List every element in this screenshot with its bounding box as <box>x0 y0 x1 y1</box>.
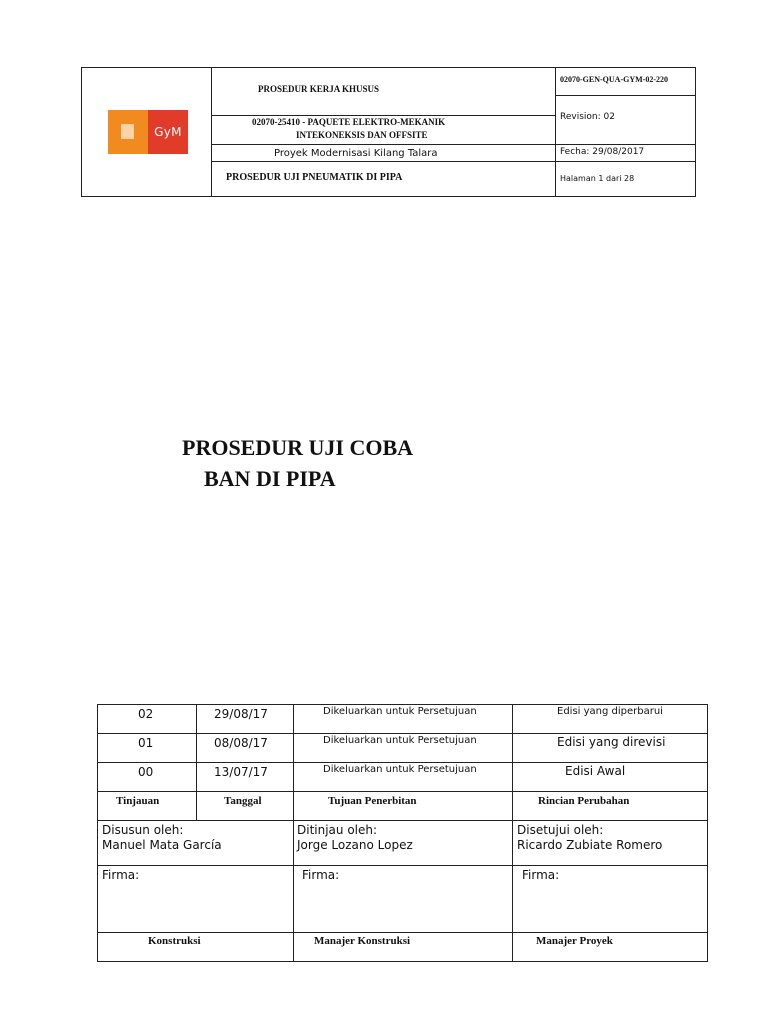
signature-label-2: Firma: <box>302 868 340 882</box>
rev-purpose: Dikeluarkan untuk Persetujuan <box>323 764 477 775</box>
rev-date: 29/08/17 <box>214 707 268 721</box>
revision: Revision: 02 <box>560 112 615 122</box>
header-purpose: Tujuan Penerbitan <box>328 795 417 807</box>
rev-details: Edisi Awal <box>565 764 626 778</box>
title-line-2: BAN DI PIPA <box>204 466 336 491</box>
reviewed-name: Jorge Lozano Lopez <box>297 838 413 852</box>
document-header <box>81 67 696 197</box>
rev-date: 08/08/17 <box>214 736 268 750</box>
signature-label-3: Firma: <box>522 868 560 882</box>
header-date: Tanggal <box>224 795 262 807</box>
rev-details: Edisi yang direvisi <box>557 735 666 749</box>
rev-number: 02 <box>138 707 154 721</box>
company-logo <box>108 110 188 154</box>
rev-purpose: Dikeluarkan untuk Persetujuan <box>323 735 477 746</box>
project-name: Proyek Modernisasi Kilang Talara <box>274 148 438 159</box>
logo-text: GyM <box>148 110 188 154</box>
header-right <box>556 68 695 196</box>
logo-orange-block <box>108 110 148 154</box>
package-line-2: INTEKONEKSIS DAN OFFSITE <box>296 130 428 140</box>
role-2: Manajer Konstruksi <box>314 935 411 947</box>
prepared-label: Disusun oleh: <box>102 823 184 837</box>
rev-number: 01 <box>138 736 154 750</box>
package-line-1: 02070-25410 - PAQUETE ELEKTRO-MEKANIK <box>252 117 446 127</box>
approved-name: Ricardo Zubiate Romero <box>517 838 663 852</box>
title-line-1: PROSEDUR UJI COBA <box>182 435 414 460</box>
approved-label: Disetujui oleh: <box>517 823 604 837</box>
header-rev: Tinjauan <box>116 795 160 807</box>
rev-details: Edisi yang diperbarui <box>557 706 663 717</box>
date: Fecha: 29/08/2017 <box>560 147 645 157</box>
rev-date: 13/07/17 <box>214 765 268 779</box>
rev-number: 00 <box>138 765 154 779</box>
rev-purpose: Dikeluarkan untuk Persetujuan <box>323 706 477 717</box>
page-number: Halaman 1 dari 28 <box>560 174 635 183</box>
prepared-name: Manuel Mata García <box>102 838 222 852</box>
signature-label-1: Firma: <box>102 868 140 882</box>
header-middle <box>212 68 556 196</box>
role-3: Manajer Proyek <box>536 935 613 947</box>
logo-cell <box>82 68 212 196</box>
procedure-type: PROSEDUR KERJA KHUSUS <box>258 84 380 94</box>
header-details: Rincian Perubahan <box>538 795 630 807</box>
document-title <box>182 432 413 494</box>
doc-code: 02070-GEN-QUA-GYM-02-220 <box>560 75 668 84</box>
role-1: Konstruksi <box>148 935 201 947</box>
procedure-title: PROSEDUR UJI PNEUMATIK DI PIPA <box>226 172 403 183</box>
revision-table <box>97 704 708 962</box>
reviewed-label: Ditinjau oleh: <box>297 823 378 837</box>
